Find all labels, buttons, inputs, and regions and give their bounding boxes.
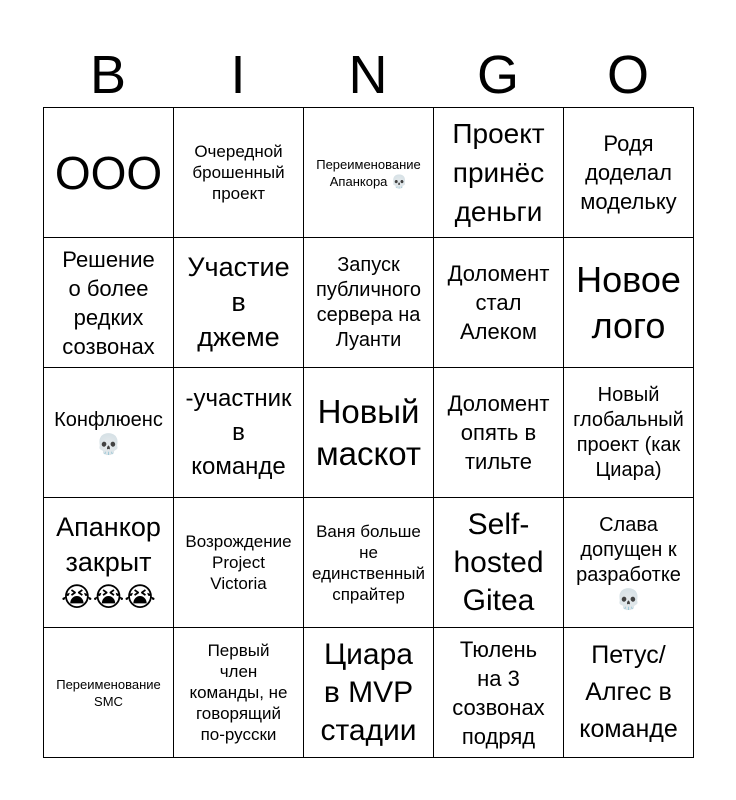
bingo-cell-r2-c4[interactable] bbox=[564, 368, 694, 498]
cell-text: Self- hosted Gitea bbox=[453, 507, 544, 617]
bingo-cell-r1-c0[interactable] bbox=[44, 238, 174, 368]
cell-text: ООО bbox=[54, 146, 163, 199]
cell-text: Тюлень на 3 созвонах подряд bbox=[452, 636, 545, 749]
bingo-cell-r3-c1[interactable] bbox=[174, 498, 304, 628]
bingo-cell-r0-c4[interactable] bbox=[564, 108, 694, 238]
bingo-cell-r1-c2[interactable] bbox=[304, 238, 434, 368]
bingo-cell-r3-c2[interactable] bbox=[304, 498, 434, 628]
cell-text: Новое лого bbox=[576, 258, 681, 346]
bingo-cell-r3-c4[interactable] bbox=[564, 498, 694, 628]
bingo-cell-r2-c1[interactable] bbox=[174, 368, 304, 498]
header-letter-g: G bbox=[476, 45, 519, 105]
bingo-cell-r4-c4[interactable] bbox=[564, 628, 694, 758]
cell-text: Слава допущен к разработке 💀 bbox=[576, 513, 681, 611]
bingo-cell-r0-c2[interactable] bbox=[304, 108, 434, 238]
cell-text: Первый член команды, не говорящий по-русски bbox=[189, 641, 288, 744]
bingo-cell-r3-c3[interactable] bbox=[434, 498, 564, 628]
bingo-cell-r4-c0[interactable] bbox=[44, 628, 174, 758]
cell-text: Запуск публичного сервера на Луанти bbox=[315, 253, 422, 351]
bingo-cell-r2-c2[interactable] bbox=[304, 368, 434, 498]
cell-text: Конфлюенс 💀 bbox=[54, 408, 163, 456]
cell-text: Переименование Апанкора 💀 bbox=[316, 156, 421, 189]
cell-text: Доломент опять в тильте bbox=[447, 391, 550, 474]
bingo-cell-r0-c3[interactable] bbox=[434, 108, 564, 238]
header-letter-i: I bbox=[230, 45, 246, 105]
header-letter-n: N bbox=[348, 45, 388, 105]
bingo-cell-r2-c0[interactable] bbox=[44, 368, 174, 498]
bingo-grid bbox=[43, 107, 694, 758]
cell-text: -участник в команде bbox=[185, 384, 292, 480]
cell-text: Циара в MVP стадии bbox=[320, 637, 417, 747]
bingo-cell-r2-c3[interactable] bbox=[434, 368, 564, 498]
bingo-cell-r4-c3[interactable] bbox=[434, 628, 564, 758]
bingo-cell-r1-c4[interactable] bbox=[564, 238, 694, 368]
bingo-cell-r4-c2[interactable] bbox=[304, 628, 434, 758]
cell-text: Решение о более редких созвонах bbox=[62, 246, 155, 359]
cell-text: Ваня больше не единственный спрайтер bbox=[312, 521, 425, 604]
header-letter-b: B bbox=[89, 45, 127, 105]
cell-text: Возрождение Project Victoria bbox=[185, 532, 292, 593]
cell-text: Новый глобальный проект (как Циара) bbox=[573, 383, 684, 481]
cell-text: Петус/ Алгес в команде bbox=[579, 641, 678, 743]
cell-text: Апанкор закрыт 😭😭😭 bbox=[56, 512, 161, 612]
cell-text: Новый маскот bbox=[315, 392, 422, 472]
bingo-cell-r3-c0[interactable] bbox=[44, 498, 174, 628]
bingo-cell-r4-c1[interactable] bbox=[174, 628, 304, 758]
cell-text: Очередной брошенный проект bbox=[192, 142, 285, 203]
bingo-cell-r0-c1[interactable] bbox=[174, 108, 304, 238]
cell-text: Родя доделал модельку bbox=[580, 131, 677, 214]
cell-text: Участие в джеме bbox=[187, 252, 290, 352]
bingo-header bbox=[43, 40, 693, 110]
bingo-cell-r0-c0[interactable] bbox=[44, 108, 174, 238]
cell-text: Доломент стал Алеком bbox=[447, 261, 550, 344]
header-letter-o: O bbox=[606, 45, 649, 105]
bingo-cell-r1-c3[interactable] bbox=[434, 238, 564, 368]
cell-text: Проект принёс деньги bbox=[452, 118, 545, 227]
cell-text: Переименование SMC bbox=[56, 676, 161, 709]
bingo-cell-r1-c1[interactable] bbox=[174, 238, 304, 368]
